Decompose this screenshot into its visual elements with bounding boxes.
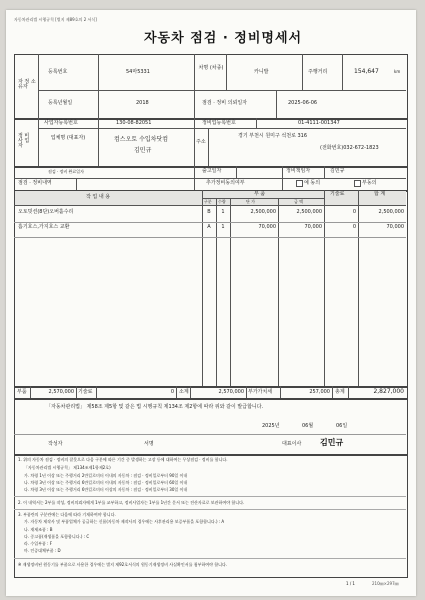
no-consent-label: 부동의: [362, 180, 377, 186]
row-qty: 1: [221, 224, 225, 230]
row-qty: 1: [221, 209, 225, 215]
license-label: 정비업등록번호: [202, 120, 236, 126]
vat-value: 257,000: [309, 389, 330, 395]
out-date-label: 출고일자: [202, 168, 222, 174]
footnote-line: 다. 차령 3년 이상 또는 주행거리 6만킬로미터 이상의 자동차 : 점검 · 정비일로부터 30일 이내: [24, 487, 188, 492]
subtotal-label: 소계: [179, 389, 189, 395]
row-amount: 70,000: [304, 224, 322, 230]
reg-year-value: 2018: [136, 100, 149, 106]
representative-label: 대표이사: [282, 441, 302, 447]
vat-label: 부가가치세: [248, 389, 273, 395]
footnote-line: 나. 재제조품 : B: [24, 527, 53, 532]
footnote-line: 마. 인증대체부품 : D: [24, 548, 61, 553]
reg-no-value: 54마5331: [126, 69, 150, 75]
row-kind: A: [207, 224, 211, 230]
page-number: 1 / 1: [346, 581, 355, 586]
license-value: 01-4111-001347: [298, 120, 340, 126]
request-date-value: 2025-06-06: [288, 100, 318, 106]
column-labor-header: 기술료: [330, 191, 345, 197]
representative-value: 김민규: [134, 147, 152, 154]
model-value: 카니발: [254, 69, 269, 75]
issue-year: 2025년: [262, 423, 280, 429]
row-kind: B: [207, 209, 211, 215]
row-unit-price: 70,000: [258, 224, 276, 230]
representative-signature: 김민규: [320, 437, 344, 447]
model-label: 차명 (차종): [198, 65, 224, 71]
footnote-line: 1. 위의 자동차 점검 · 정비의 잘못으로 다음 구분에 따른 기간 중 발생하는 고장 등에 대하여는 무상점검 · 정비를 합니다.: [18, 457, 228, 462]
reg-year-label: 등록년월일: [48, 100, 73, 106]
footnote-line: 2. 이 내역서는 2부를 작성, 정비의뢰자에게 1부를 교부하고, 정비사업자는 1부를 1년간 문서 또는 전산자료로 보관하여야 합니다.: [18, 500, 245, 505]
consent-label: 예 동의: [304, 180, 321, 186]
biz-no-value: 130-08-82051: [116, 120, 152, 126]
row-total: 2,500,000: [378, 209, 404, 215]
column-unit-header: 단 가: [246, 199, 255, 204]
column-amount-header: 금 액: [294, 199, 303, 204]
labor-total-value: 0: [170, 389, 174, 395]
row-total: 70,000: [386, 224, 404, 230]
shop-label: 정 비 사 업 자: [18, 133, 30, 149]
items-table: [14, 190, 408, 388]
company-label: 업체명 (대표자): [50, 135, 86, 141]
footnote-line: 다. 중고품(재생품을 포함합니다.) : C: [24, 534, 90, 539]
biz-no-label: 사업자등록번호: [44, 120, 78, 126]
column-qty-header: 수량: [218, 199, 226, 204]
subtotal-value: 2,570,000: [218, 389, 244, 395]
vehicle-section: [14, 54, 408, 120]
company-value: 컴스오토 수입차닷컴: [114, 136, 169, 143]
form-reference: 자동차관리법 시행규칙 [별지 제89호의 2 서식]: [14, 17, 97, 22]
footnote-line: 「자동차관리법 시행규칙」 제134조제1항제2호): [24, 465, 111, 470]
document-page: [6, 10, 416, 596]
column-total-header: 합 계: [374, 191, 386, 197]
address-value: 경기 부천시 원미구 석천로 316: [238, 133, 308, 139]
extra-consent-label: 추가정비동의여부: [206, 180, 245, 186]
footnote-line: 라. 수입부품 : F: [24, 541, 53, 546]
manager-label: 정비책임자: [286, 168, 311, 174]
owner-label: 자 정 소유자: [18, 79, 36, 90]
page-title: 자동차 점검 · 정비명세서: [144, 31, 303, 46]
column-kind-header: 구분: [204, 199, 212, 204]
no-consent-checkbox[interactable]: [354, 180, 361, 187]
mileage-unit: km: [394, 69, 401, 74]
parts-total-label: 부품: [17, 389, 27, 395]
paper-size: 210㎜×297㎜: [372, 581, 399, 586]
grand-total-value: 2,827,000: [373, 388, 404, 395]
row-unit-price: 2,500,000: [250, 209, 276, 215]
details-label: 점검 · 정비내역: [18, 180, 52, 186]
writer-label: 작성자: [48, 441, 63, 447]
reg-no-label: 등록번호: [48, 69, 68, 75]
column-work-header: 작 업 내 용: [86, 194, 111, 200]
legal-notice: 「자동차관리법」 제58조 제5항 및 같은 법 시행규칙 제134조 제2항에 따라 위와 같이 발급합니다.: [46, 404, 264, 410]
consent-checkbox[interactable]: [296, 180, 303, 187]
manager-value: 김민규: [330, 168, 345, 174]
row-labor: 0: [352, 209, 356, 215]
footnote-line: 가. 차령 1년 이상 또는 주행거리 2만킬로미터 이내의 자동차 : 점검 · 정비일로부터 90일 이내: [24, 473, 188, 478]
grand-total-label: 총계: [335, 389, 345, 395]
footnote-line: ※ 재생정비된 원동기를 부품으로 사용한 경우에는 별지 제92호서식의 원동기재생정비 사실확인서를 첨부하여야 합니다.: [18, 562, 228, 567]
column-parts-header: 부 품: [254, 191, 266, 197]
footnote-line: 가. 자동차 제작사 및 부품업체가 공급하는 신품(자동차 제작사의 경우에는 사후관리용 보증부품을 포함합니다.) : A: [24, 519, 225, 524]
footnote-line: 3. 부품란의 구분란에는 다음에 따라 기재하여야 합니다.: [18, 512, 116, 517]
request-date-label: 점검 · 정비 의뢰일자: [202, 100, 247, 106]
issue-month: 06월: [302, 423, 314, 429]
completion-date-label: 점검 · 정비 완료일자: [48, 169, 84, 174]
sign-label: 서명: [144, 441, 154, 447]
row-amount: 2,500,000: [296, 209, 322, 215]
mileage-value: 154,647: [354, 68, 379, 75]
issue-day: 06일: [336, 423, 348, 429]
row-labor: 0: [352, 224, 356, 230]
footnote-line: 나. 차령 3년 이상 또는 주행거리 6만킬로미터 이내의 자동차 : 점검 · 정비일로부터 60일 이내: [24, 480, 188, 485]
labor-total-label: 기술료: [78, 389, 93, 395]
row-work-name: 흡기호스,가지호스 교환: [18, 224, 70, 230]
address-label: 주소: [196, 139, 206, 145]
mileage-label: 주행거리: [308, 69, 328, 75]
parts-total-value: 2,570,000: [48, 389, 74, 395]
phone-value: (전화번호)032-672-1823: [320, 145, 379, 151]
row-work-name: 오토밋션(8단)오버홀수리: [18, 209, 74, 215]
